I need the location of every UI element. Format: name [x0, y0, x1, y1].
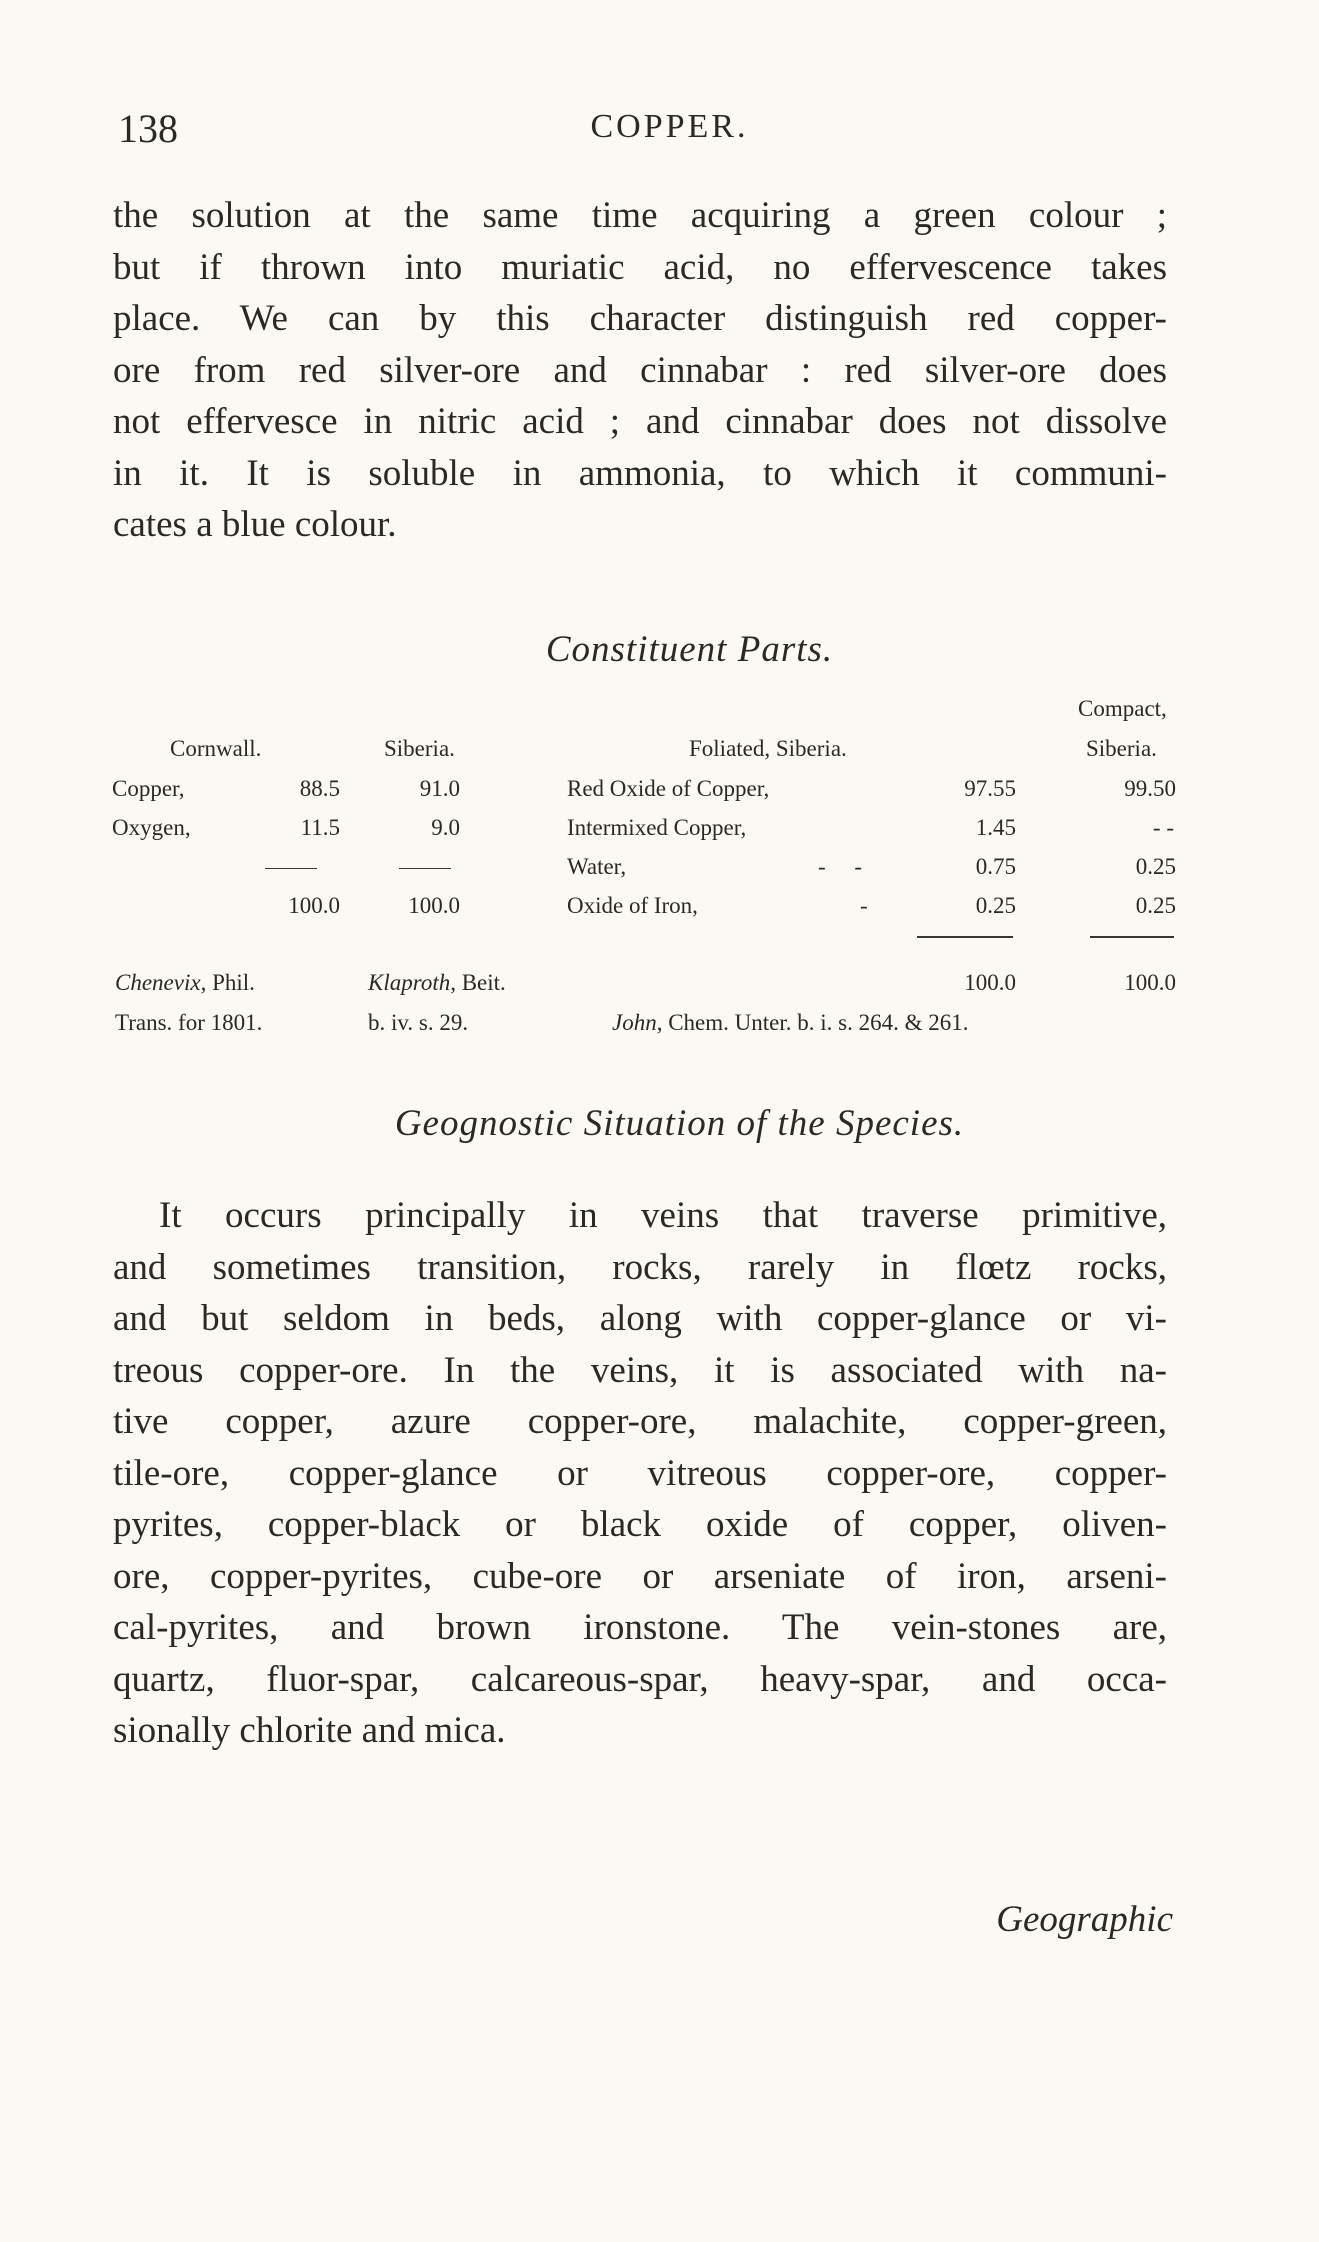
foliated-row-value: 1.45	[975, 815, 1016, 840]
page-number: 138	[118, 106, 178, 151]
text-line: but if thrown into muriatic acid, no effervescence takes	[113, 246, 1167, 288]
source-chenevix-ref: Trans. for 1801.	[115, 1010, 263, 1035]
foliated-row-label: Water,	[567, 854, 627, 879]
text-line: tive copper, azure copper-ore, malachite, copper-green,	[113, 1401, 1167, 1442]
paragraph-2	[113, 1190, 1167, 1757]
siberia-header: Siberia.	[384, 736, 455, 761]
section-heading-geognostic: Geognostic Situation of the Species.	[394, 1103, 965, 1144]
text-line: in it. It is soluble in ammonia, to which it communi-	[113, 452, 1167, 494]
foliated-row-value: 0.25	[975, 893, 1016, 918]
foliated-row-label: Red Oxide of Copper,	[567, 776, 770, 801]
foliated-row-dashes: -	[860, 893, 868, 918]
compact-header: Compact,	[1078, 696, 1167, 721]
text-line: treous copper-ore. In the veins, it is associated with na-	[113, 1349, 1167, 1391]
foliated-row-value: 0.75	[975, 854, 1016, 879]
catchword: Geographic	[996, 1899, 1173, 1940]
cornwall-sum-rule	[265, 868, 317, 869]
cornwall-header: Cornwall.	[170, 736, 262, 761]
foliated-row-label: Intermixed Copper,	[567, 815, 747, 840]
compact-header: Siberia.	[1086, 736, 1157, 761]
source-klaproth-ref: b. iv. s. 29.	[368, 1010, 469, 1035]
text-line: not effervesce in nitric acid ; and cinnabar does not dissolve	[113, 401, 1167, 442]
running-head: COPPER.	[590, 108, 749, 145]
text-line: place. We can by this character distinguish red copper-	[113, 298, 1167, 339]
source-klaproth: Klaproth, Beit.	[368, 970, 506, 995]
text-line: tile-ore, copper-glance or vitreous copper-ore, copper-	[113, 1452, 1167, 1494]
compact-value: 0.25	[1135, 893, 1176, 918]
cornwall-row-label: Oxygen,	[112, 815, 191, 840]
compact-sum-rule	[1090, 936, 1174, 938]
foliated-header: Foliated, Siberia.	[689, 736, 847, 761]
siberia-total: 100.0	[408, 893, 460, 918]
text-line: cates a blue colour.	[113, 504, 397, 545]
foliated-row-dashes: - -	[818, 854, 863, 879]
cornwall-row-value: 11.5	[300, 815, 340, 840]
text-line: sionally chlorite and mica.	[113, 1710, 506, 1751]
compact-total: 100.0	[1124, 970, 1176, 995]
text-line: and but seldom in beds, along with copper-glance or vi-	[113, 1298, 1167, 1339]
foliated-total: 100.0	[964, 970, 1016, 995]
foliated-row-label: Oxide of Iron,	[567, 893, 698, 918]
text-line: It occurs principally in veins that traverse primitive,	[159, 1195, 1167, 1236]
cornwall-row-value: 88.5	[299, 776, 340, 801]
foliated-sum-rule	[917, 936, 1013, 938]
cornwall-row-label: Copper,	[112, 776, 185, 801]
section-heading-constituent: Constituent Parts.	[545, 629, 834, 670]
text-line: ore from red silver-ore and cinnabar : red silver-ore does	[113, 349, 1167, 391]
text-line: and sometimes transition, rocks, rarely in flœtz rocks,	[113, 1246, 1167, 1288]
text-line: quartz, fluor-spar, calcareous-spar, heavy-spar, and occa-	[113, 1658, 1167, 1700]
text-line: the solution at the same time acquiring a green colour ;	[113, 195, 1167, 236]
compact-value: 0.25	[1135, 854, 1176, 879]
foliated-row-value: 97.55	[964, 776, 1016, 801]
source-chenevix: Chenevix, Phil.	[115, 970, 255, 995]
text-line: ore, copper-pyrites, cube-ore or arseniate of iron, arseni-	[113, 1555, 1167, 1597]
siberia-sum-rule	[399, 868, 451, 869]
siberia-value: 9.0	[431, 815, 460, 840]
compact-value: 99.50	[1124, 776, 1176, 801]
text-line: cal-pyrites, and brown ironstone. The vein-stones are,	[113, 1607, 1167, 1648]
paragraph-1	[113, 190, 1167, 551]
cornwall-total: 100.0	[288, 893, 340, 918]
text-line: pyrites, copper-black or black oxide of copper, oliven-	[113, 1504, 1167, 1545]
source-john: John, Chem. Unter. b. i. s. 264. & 261.	[612, 1010, 969, 1035]
siberia-value: 91.0	[419, 776, 460, 801]
compact-value: - -	[1152, 815, 1174, 840]
